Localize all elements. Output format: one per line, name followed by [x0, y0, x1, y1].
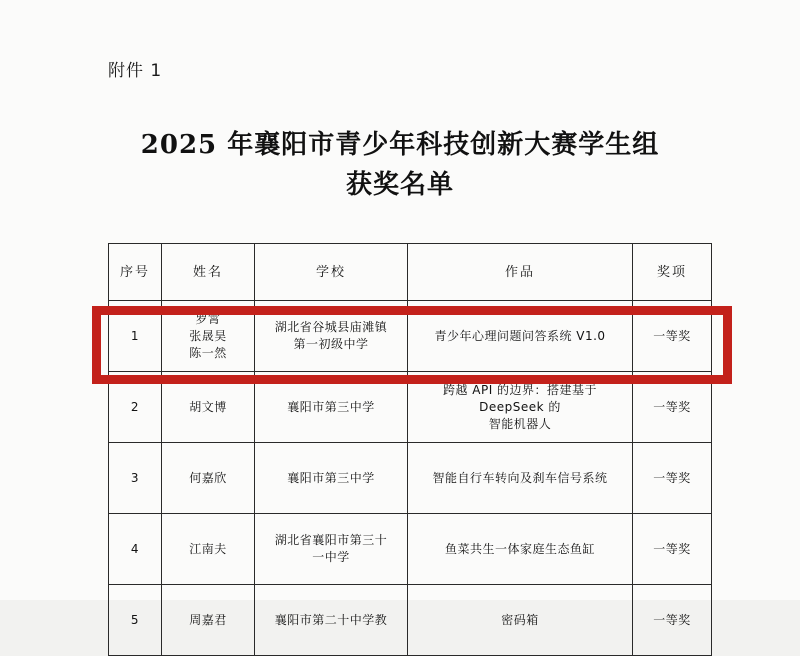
cell-school	[255, 585, 408, 656]
school-line: 襄阳市第二十中学教	[274, 612, 388, 627]
column-header-name: 姓名	[162, 244, 255, 301]
cell-school	[255, 514, 408, 585]
award-list-table	[108, 243, 712, 656]
cell-school	[255, 301, 408, 372]
cell-work	[408, 372, 633, 443]
school-line: 湖北省谷城县庙滩镇	[274, 320, 388, 334]
table-header-row	[109, 244, 712, 301]
cell-award: 一等奖	[633, 301, 712, 372]
cell-names	[162, 514, 255, 585]
cell-school	[255, 372, 408, 443]
work-line: 青少年心理问题问答系统 V1.0	[434, 328, 606, 343]
name-line: 陈一然	[189, 345, 227, 360]
cell-index: 4	[109, 514, 162, 585]
table-body	[109, 301, 712, 656]
table-row	[109, 301, 712, 372]
cell-award: 一等奖	[633, 514, 712, 585]
cell-index: 5	[109, 585, 162, 656]
cell-school	[255, 443, 408, 514]
work-line: 鱼菜共生一体家庭生态鱼缸	[444, 541, 595, 556]
name-line: 江南夫	[189, 541, 227, 556]
attachment-label: 附件 1	[108, 61, 163, 81]
column-header-work: 作品	[408, 244, 633, 301]
name-line: 张晟昊	[189, 328, 227, 343]
table-header	[109, 244, 712, 301]
cell-names	[162, 443, 255, 514]
table-row	[109, 585, 712, 656]
cell-names	[162, 372, 255, 443]
table-row	[109, 372, 712, 443]
cell-index: 3	[109, 443, 162, 514]
name-line: 罗霄	[195, 311, 221, 326]
cell-award: 一等奖	[633, 443, 712, 514]
cell-index: 2	[109, 372, 162, 443]
cell-names	[162, 585, 255, 656]
cell-work	[408, 514, 633, 585]
work-line: 智能机器人	[488, 416, 552, 431]
cell-work	[408, 443, 633, 514]
school-line: 一中学	[312, 550, 350, 564]
cell-names	[162, 301, 255, 372]
work-line: 智能自行车转向及刹车信号系统	[432, 470, 608, 485]
cell-work	[408, 585, 633, 656]
table-row	[109, 443, 712, 514]
school-line: 第一初级中学	[293, 337, 369, 351]
cell-index: 1	[109, 301, 162, 372]
name-line: 何嘉欣	[189, 470, 227, 485]
school-line: 襄阳市第三中学	[287, 399, 375, 414]
name-line: 周嘉君	[189, 612, 227, 627]
page-title-line-1: 2025 年襄阳市青少年科技创新大赛学生组	[140, 130, 660, 160]
page-title-line-2: 获奖名单	[345, 170, 454, 200]
table-row	[109, 514, 712, 585]
work-line: 密码箱	[501, 612, 539, 627]
column-header-award: 奖项	[633, 244, 712, 301]
work-line: 跨越 API 的边界：搭建基于 DeepSeek 的	[442, 382, 598, 414]
cell-award: 一等奖	[633, 585, 712, 656]
cell-work	[408, 301, 633, 372]
page-title	[110, 125, 690, 205]
school-line: 襄阳市第三中学	[287, 470, 375, 485]
cell-award: 一等奖	[633, 372, 712, 443]
school-line: 湖北省襄阳市第三十	[274, 533, 388, 547]
column-header-school: 学校	[255, 244, 408, 301]
column-header-index: 序号	[109, 244, 162, 301]
name-line: 胡文博	[189, 399, 227, 414]
